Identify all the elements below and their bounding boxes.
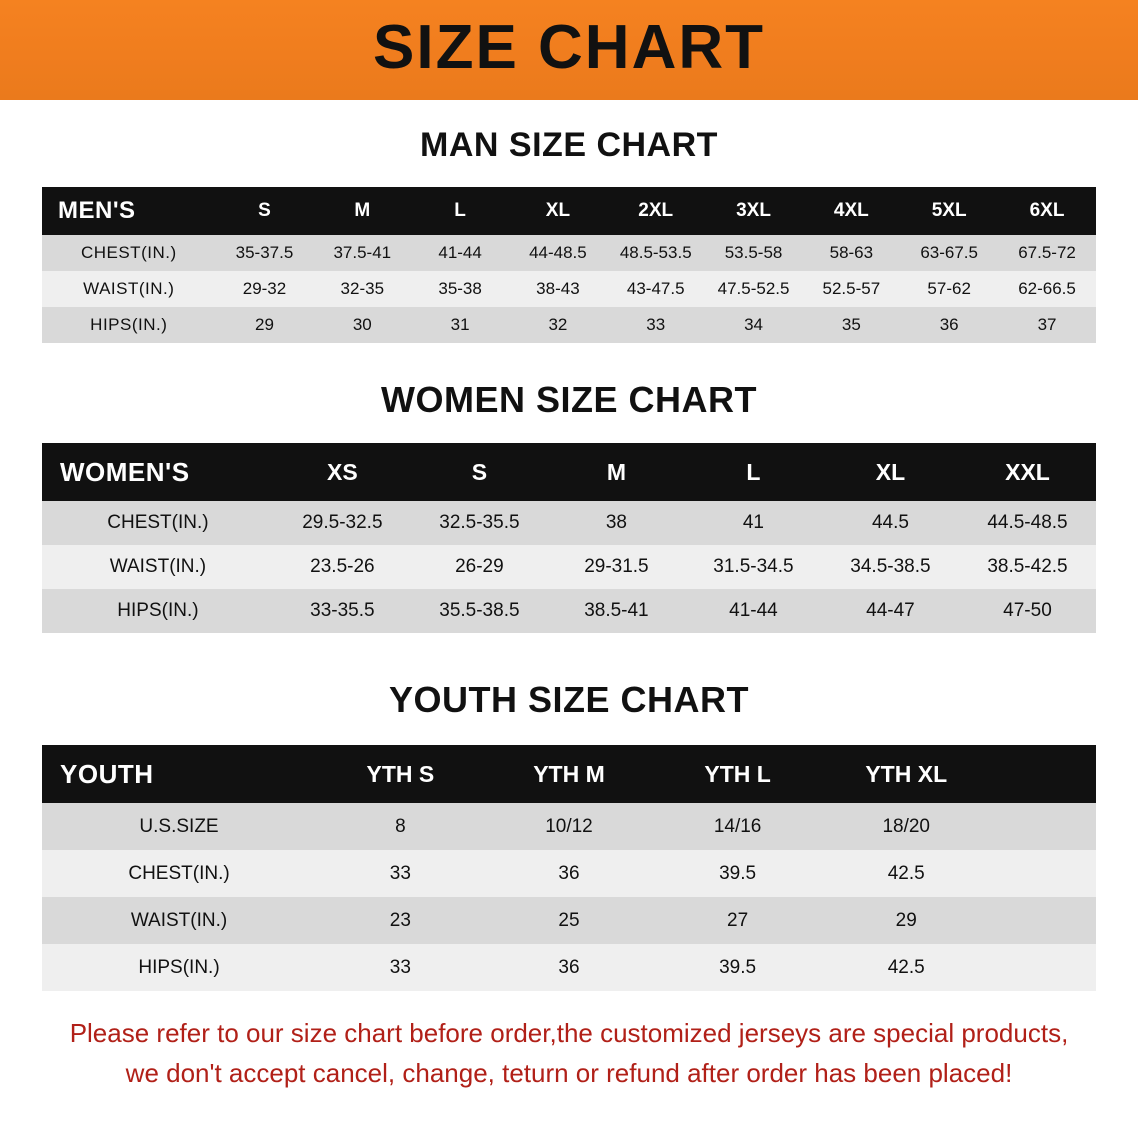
men-header-m: M bbox=[313, 187, 411, 235]
men-waist-3xl: 47.5-52.5 bbox=[717, 279, 790, 298]
men-header-l: L bbox=[411, 187, 509, 235]
youth-chest-m: 36 bbox=[558, 862, 580, 884]
men-waist-2xl: 43-47.5 bbox=[626, 279, 685, 298]
youth-ussize-xl: 18/20 bbox=[882, 815, 930, 837]
table-row bbox=[42, 803, 1096, 850]
youth-header-l: YTH L bbox=[653, 745, 822, 803]
women-waist-xxl: 38.5-42.5 bbox=[987, 556, 1068, 577]
women-header-xs: XS bbox=[274, 443, 411, 501]
table-header-row bbox=[42, 443, 1096, 501]
women-hips-l: 41-44 bbox=[729, 600, 778, 621]
women-chest-m: 38 bbox=[605, 512, 627, 533]
women-hips-m: 38.5-41 bbox=[584, 600, 649, 621]
women-waist-s: 26-29 bbox=[455, 556, 504, 577]
table-row bbox=[42, 850, 1096, 897]
men-waist-5xl: 57-62 bbox=[927, 279, 971, 298]
men-hips-6xl: 37 bbox=[1037, 315, 1057, 334]
men-header-label: MEN'S bbox=[42, 187, 216, 235]
women-header-xxl: XXL bbox=[959, 443, 1096, 501]
men-chest-3xl: 53.5-58 bbox=[724, 243, 783, 262]
youth-header-m: YTH M bbox=[485, 745, 654, 803]
men-hips-3xl: 34 bbox=[744, 315, 763, 334]
men-waist-l: 35-38 bbox=[438, 279, 482, 298]
youth-waist-s: 23 bbox=[389, 909, 411, 931]
women-chest-xxl: 44.5-48.5 bbox=[987, 512, 1068, 533]
youth-spacer-cell bbox=[991, 944, 1096, 991]
disclaimer-line-2: we don't accept cancel, change, teturn or refund after order has been placed! bbox=[125, 1058, 1013, 1089]
table-row bbox=[42, 897, 1096, 944]
youth-chest-s: 33 bbox=[389, 862, 411, 884]
women-hips-xxl: 47-50 bbox=[1003, 600, 1052, 621]
table-header-row bbox=[42, 745, 1096, 803]
men-chest-l: 41-44 bbox=[438, 243, 482, 262]
men-waist-s: 29-32 bbox=[242, 279, 287, 298]
youth-row-label-chest: CHEST(IN.) bbox=[128, 862, 230, 884]
youth-table-wrap bbox=[42, 745, 1096, 991]
women-chest-xl: 44.5 bbox=[871, 512, 909, 533]
youth-waist-m: 25 bbox=[558, 909, 580, 931]
men-waist-6xl: 62-66.5 bbox=[1018, 279, 1076, 298]
women-header-m: M bbox=[548, 443, 685, 501]
youth-spacer-cell bbox=[991, 850, 1096, 897]
women-chest-l: 41 bbox=[742, 512, 764, 533]
women-chest-xs: 29.5-32.5 bbox=[302, 512, 383, 533]
man-size-table bbox=[42, 187, 1096, 343]
women-section-title: WOMEN SIZE CHART bbox=[381, 379, 757, 420]
youth-hips-m: 36 bbox=[558, 956, 580, 978]
men-chest-m: 37.5-41 bbox=[333, 243, 392, 262]
men-header-5xl: 5XL bbox=[900, 187, 998, 235]
table-row bbox=[42, 501, 1096, 545]
men-waist-4xl: 52.5-57 bbox=[822, 279, 881, 298]
men-row-label-waist: WAIST(IN.) bbox=[83, 279, 175, 298]
youth-header-s: YTH S bbox=[316, 745, 485, 803]
men-waist-m: 32-35 bbox=[340, 279, 385, 298]
banner bbox=[0, 0, 1138, 100]
youth-header-label: YOUTH bbox=[42, 745, 316, 803]
page-title: SIZE CHART bbox=[373, 13, 765, 82]
men-chest-2xl: 48.5-53.5 bbox=[619, 243, 692, 262]
table-row bbox=[42, 271, 1096, 307]
women-chest-s: 32.5-35.5 bbox=[439, 512, 520, 533]
women-header-xl: XL bbox=[822, 443, 959, 501]
women-size-table bbox=[42, 443, 1096, 633]
women-row-label-chest: CHEST(IN.) bbox=[107, 512, 209, 533]
youth-hips-s: 33 bbox=[389, 956, 411, 978]
men-hips-4xl: 35 bbox=[841, 315, 861, 334]
disclaimer-note bbox=[40, 1013, 1098, 1094]
men-chest-5xl: 63-67.5 bbox=[920, 243, 978, 262]
women-waist-l: 31.5-34.5 bbox=[713, 556, 794, 577]
women-header-label: WOMEN'S bbox=[42, 443, 274, 501]
men-header-3xl: 3XL bbox=[705, 187, 803, 235]
youth-ussize-m: 10/12 bbox=[545, 815, 593, 837]
youth-spacer-cell bbox=[991, 897, 1096, 944]
men-chest-6xl: 67.5-72 bbox=[1018, 243, 1076, 262]
youth-header-xl: YTH XL bbox=[822, 745, 991, 803]
table-row bbox=[42, 307, 1096, 343]
table-header-row bbox=[42, 187, 1096, 235]
man-section-title: MAN SIZE CHART bbox=[420, 126, 718, 164]
youth-chest-xl: 42.5 bbox=[887, 862, 925, 884]
women-row-label-waist: WAIST(IN.) bbox=[109, 556, 207, 577]
women-header-s: S bbox=[411, 443, 548, 501]
women-waist-xs: 23.5-26 bbox=[310, 556, 375, 577]
men-header-4xl: 4XL bbox=[802, 187, 900, 235]
youth-section-title: YOUTH SIZE CHART bbox=[388, 679, 749, 720]
men-hips-5xl: 36 bbox=[939, 315, 959, 334]
disclaimer-line-1: Please refer to our size chart before order,the customized jerseys are special products, bbox=[69, 1018, 1069, 1048]
men-row-label-chest: CHEST(IN.) bbox=[80, 243, 177, 262]
youth-row-label-hips: HIPS(IN.) bbox=[138, 956, 220, 978]
men-row-label-hips: HIPS(IN.) bbox=[90, 315, 168, 334]
women-header-l: L bbox=[685, 443, 822, 501]
table-row bbox=[42, 944, 1096, 991]
women-waist-m: 29-31.5 bbox=[584, 556, 649, 577]
man-table-wrap bbox=[42, 187, 1096, 343]
men-hips-2xl: 33 bbox=[646, 315, 666, 334]
table-row bbox=[42, 235, 1096, 271]
men-waist-xl: 38-43 bbox=[536, 279, 580, 298]
men-header-6xl: 6XL bbox=[998, 187, 1096, 235]
men-chest-xl: 44-48.5 bbox=[529, 243, 587, 262]
youth-row-label-waist: WAIST(IN.) bbox=[130, 909, 228, 931]
women-row-label-hips: HIPS(IN.) bbox=[117, 600, 199, 621]
youth-spacer-cell bbox=[991, 803, 1096, 850]
youth-ussize-s: 8 bbox=[395, 815, 406, 837]
men-hips-xl: 32 bbox=[548, 315, 568, 334]
youth-size-table bbox=[42, 745, 1096, 991]
men-hips-s: 29 bbox=[255, 315, 274, 334]
women-table-wrap bbox=[42, 443, 1096, 633]
youth-hips-xl: 42.5 bbox=[887, 956, 925, 978]
men-chest-s: 35-37.5 bbox=[235, 243, 294, 262]
youth-waist-l: 27 bbox=[727, 909, 749, 931]
youth-hips-l: 39.5 bbox=[719, 956, 757, 978]
youth-chest-l: 39.5 bbox=[719, 862, 757, 884]
women-hips-s: 35.5-38.5 bbox=[439, 600, 520, 621]
table-row bbox=[42, 545, 1096, 589]
men-header-xl: XL bbox=[509, 187, 607, 235]
youth-header-spacer bbox=[991, 745, 1096, 803]
youth-row-label-ussize: U.S.SIZE bbox=[139, 815, 219, 837]
youth-waist-xl: 29 bbox=[895, 909, 917, 931]
youth-ussize-l: 14/16 bbox=[713, 815, 762, 837]
men-chest-4xl: 58-63 bbox=[829, 243, 874, 262]
men-hips-l: 31 bbox=[450, 315, 470, 334]
women-waist-xl: 34.5-38.5 bbox=[850, 556, 931, 577]
men-hips-m: 30 bbox=[352, 315, 372, 334]
women-hips-xl: 44-47 bbox=[866, 600, 915, 621]
men-header-s: S bbox=[216, 187, 314, 235]
table-row bbox=[42, 589, 1096, 633]
men-header-2xl: 2XL bbox=[607, 187, 705, 235]
women-hips-xs: 33-35.5 bbox=[310, 600, 375, 621]
